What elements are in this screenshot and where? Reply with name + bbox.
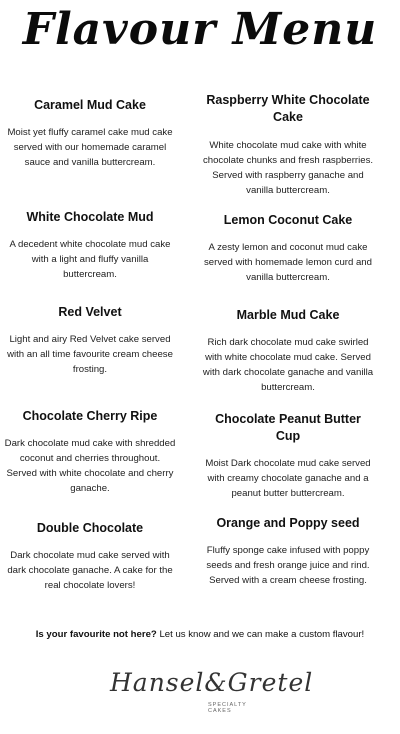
- brand-logo-tagline: SPECIALTY CAKES: [208, 702, 247, 714]
- footer-text: Let us know and we can make a custom flavour!: [156, 629, 365, 640]
- menu-item-description: Fluffy sponge cake infused with poppy seeds and fresh orange juice and rind. Served with a cream cheese frosting.: [206, 545, 370, 586]
- menu-item-name: Marble Mud Cake: [236, 308, 340, 322]
- menu-item-white-chocolate-mud: [4, 209, 176, 282]
- menu-item-description: Moist Dark chocolate mud cake served with creamy chocolate ganache and a peanut butter buttercream.: [205, 458, 371, 499]
- menu-item-description: Rich dark chocolate mud cake swirled with white chocolate mud cake. Served with dark chocolate ganache and vanilla buttercream.: [202, 337, 374, 393]
- menu-item-name: Orange and Poppy seed: [216, 516, 360, 530]
- menu-item-chocolate-cherry-ripe: [4, 408, 176, 496]
- menu-item-name: Raspberry White Chocolate Cake: [206, 93, 370, 124]
- menu-item-double-chocolate: [4, 520, 176, 593]
- menu-item-chocolate-peanut-butter-cup: [202, 411, 374, 501]
- menu-item-name: Lemon Coconut Cake: [223, 213, 353, 227]
- menu-item-orange-and-poppy-seed: [202, 515, 374, 588]
- menu-item-name: Chocolate Peanut Butter Cup: [215, 412, 361, 443]
- menu-item-description: Dark chocolate mud cake with shredded coconut and cherries throughout. Served with white chocolate and cherry ganache.: [4, 438, 176, 494]
- menu-item-name: Chocolate Cherry Ripe: [22, 409, 158, 423]
- menu-item-description: Dark chocolate mud cake served with dark chocolate ganache. A cake for the real chocolate lovers!: [7, 550, 173, 591]
- brand-logo-name: Hansel&Gretel: [110, 668, 314, 697]
- menu-item-lemon-coconut-cake: [202, 212, 374, 285]
- menu-item-raspberry-white-chocolate-cake: [202, 92, 374, 198]
- menu-item-red-velvet: [4, 304, 176, 377]
- brand-logo: [110, 668, 314, 716]
- footer-question: Is your favourite not here?: [35, 629, 157, 640]
- menu-item-name: White Chocolate Mud: [26, 210, 154, 224]
- menu-item-marble-mud-cake: [202, 307, 374, 395]
- menu-item-name: Double Chocolate: [36, 521, 144, 535]
- menu-item-description: A decedent white chocolate mud cake with a light and fluffy vanilla buttercream.: [9, 239, 171, 280]
- menu-item-name: Red Velvet: [58, 305, 122, 319]
- custom-flavour-note: [0, 629, 400, 640]
- menu-item-caramel-mud-cake: [4, 97, 176, 170]
- menu-item-name: Caramel Mud Cake: [34, 98, 146, 112]
- menu-item-description: White chocolate mud cake with white chocolate chunks and fresh raspberries. Served with raspberry ganache and vanilla buttercream.: [202, 140, 374, 196]
- menu-item-description: Light and airy Red Velvet cake served with an all time favourite cream cheese frosting.: [7, 334, 173, 375]
- page-title: Flavour Menu: [22, 4, 378, 55]
- menu-item-description: A zesty lemon and coconut mud cake served with homemade lemon curd and vanilla buttercream.: [204, 242, 372, 283]
- menu-item-description: Moist yet fluffy caramel cake mud cake served with our homemade caramel sauce and vanilla buttercream.: [7, 127, 173, 168]
